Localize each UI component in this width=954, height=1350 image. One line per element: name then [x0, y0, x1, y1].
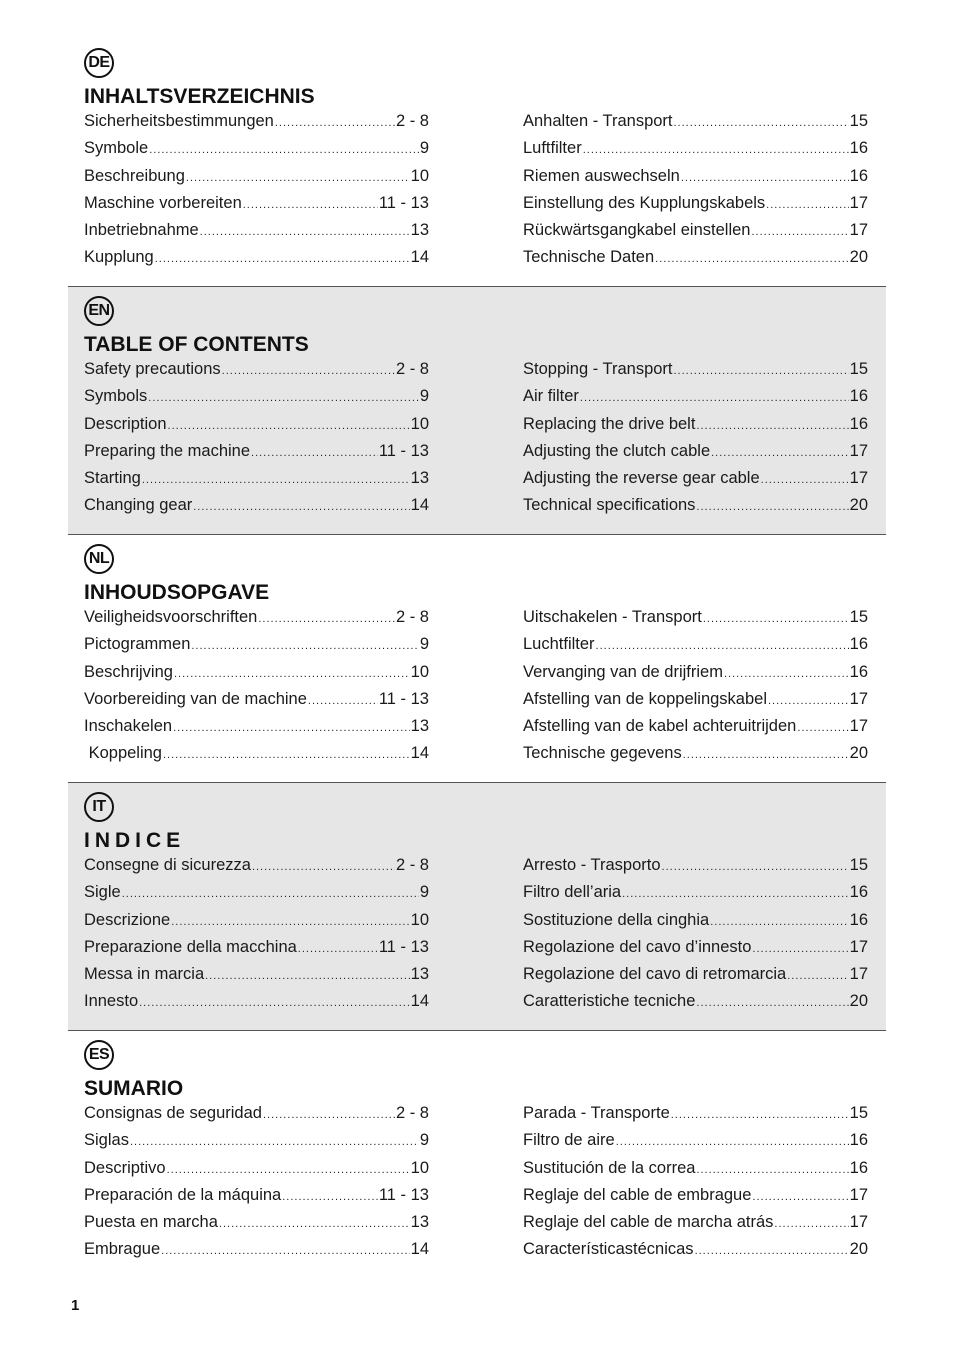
toc-column-left — [84, 360, 429, 524]
section-title-it: INDICE — [84, 829, 186, 852]
toc-entry-page: 13 — [410, 1213, 429, 1232]
dot-leader — [173, 722, 410, 734]
toc-entry — [84, 992, 429, 1019]
toc-entry-label: Preparing the machine — [84, 441, 251, 460]
toc-entry-page: 14 — [410, 744, 429, 763]
toc-entry-label: Changing gear — [84, 496, 193, 515]
toc-entry-label: Kupplung — [84, 248, 154, 267]
toc-entry-page: 11 - 13 — [378, 937, 429, 956]
toc-entry-label: Air filter — [523, 387, 579, 406]
toc-entry-page: 16 — [849, 883, 868, 902]
toc-entry-page: 10 — [410, 910, 429, 929]
toc-column-right — [523, 856, 868, 1020]
toc-entry — [84, 387, 429, 414]
toc-entry — [523, 360, 868, 387]
toc-entry-label: Puesta en marcha — [84, 1213, 218, 1232]
toc-entry-label: Voorbereiding van de machine — [84, 689, 307, 708]
toc-entry-label: Inbetriebnahme — [84, 221, 199, 240]
toc-entry — [84, 635, 429, 662]
toc-entry — [523, 744, 868, 771]
language-badge-de: DE — [84, 48, 114, 78]
toc-entry-label: Luchtfilter — [523, 635, 595, 654]
dot-leader — [695, 1245, 849, 1257]
section-title-en: TABLE OF CONTENTS — [84, 333, 309, 356]
toc-entry-page: 16 — [849, 662, 868, 681]
toc-entry — [84, 911, 429, 938]
toc-entry — [523, 1159, 868, 1186]
toc-entry-label: Replacing the drive belt — [523, 414, 696, 433]
toc-entry-label: Sustitución de la correa — [523, 1158, 696, 1177]
dot-leader — [797, 722, 848, 734]
dot-leader — [167, 1164, 410, 1176]
dot-leader — [696, 997, 848, 1009]
dot-leader — [191, 640, 418, 652]
toc-entry-page: 16 — [849, 635, 868, 654]
toc-entry-label: Inschakelen — [84, 717, 173, 736]
toc-entry-label: Innesto — [84, 992, 139, 1011]
toc-entry — [84, 1131, 429, 1158]
toc-entry-page: 16 — [849, 1158, 868, 1177]
toc-entry-label: Preparación de la máquina — [84, 1185, 282, 1204]
dot-leader — [275, 117, 395, 129]
toc-entry — [84, 663, 429, 690]
toc-entry-page: 14 — [410, 248, 429, 267]
dot-leader — [251, 447, 378, 459]
toc-entry-label: Safety precautions — [84, 360, 221, 378]
toc-entry-label: Vervanging van de drijfriem — [523, 662, 723, 681]
toc-entry-label: Luftfilter — [523, 139, 582, 158]
language-badge-es: ES — [84, 1040, 114, 1070]
dot-leader — [258, 613, 395, 625]
toc-entry-page: 2 - 8 — [395, 856, 429, 874]
toc-entry-page: 11 - 13 — [378, 193, 429, 212]
toc-entry — [84, 1213, 429, 1240]
dot-leader — [148, 392, 419, 404]
dot-leader — [674, 117, 849, 129]
toc-entry — [84, 194, 429, 221]
toc-entry — [84, 167, 429, 194]
toc-entry — [523, 139, 868, 166]
toc-entry-label: Symbols — [84, 387, 148, 406]
toc-entry — [523, 248, 868, 275]
toc-entry-page: 14 — [410, 992, 429, 1011]
toc-entry-label: Technical specifications — [523, 496, 696, 515]
toc-entry-page: 15 — [849, 856, 868, 874]
section-title-es: SUMARIO — [84, 1077, 184, 1100]
dot-leader — [263, 1109, 395, 1121]
toc-entry — [523, 1240, 868, 1267]
toc-entry-page: 10 — [410, 1158, 429, 1177]
toc-entry-page: 15 — [849, 1104, 868, 1122]
toc-entry-page: 9 — [419, 635, 429, 654]
toc-entry — [84, 608, 429, 635]
toc-entry-page: 13 — [410, 965, 429, 984]
dot-leader — [787, 970, 848, 982]
toc-entry-page: 9 — [419, 387, 429, 406]
dot-leader — [149, 144, 419, 156]
toc-entry — [84, 442, 429, 469]
toc-entry-page: 20 — [849, 496, 868, 515]
dot-leader — [761, 474, 849, 486]
toc-entry-label: Preparazione della macchina — [84, 937, 297, 956]
toc-entry — [523, 1131, 868, 1158]
dot-leader — [616, 1136, 849, 1148]
dot-leader — [662, 861, 849, 873]
toc-entry-label: Característicastécnicas — [523, 1240, 694, 1259]
toc-entry-page: 17 — [849, 937, 868, 956]
toc-entry-label: Beschreibung — [84, 166, 185, 185]
toc-entry — [523, 1186, 868, 1213]
toc-entry-label: Caratteristiche tecniche — [523, 992, 696, 1011]
toc-entry-label: Technische gegevens — [523, 744, 682, 763]
toc-entry-label: Arresto - Trasporto — [523, 856, 661, 874]
dot-leader — [155, 253, 410, 265]
toc-entry-page: 10 — [410, 662, 429, 681]
dot-leader — [696, 1164, 848, 1176]
toc-entry — [84, 965, 429, 992]
toc-entry — [523, 387, 868, 414]
dot-leader — [222, 365, 395, 377]
dot-leader — [671, 1109, 849, 1121]
toc-entry — [84, 1186, 429, 1213]
toc-entry-page: 17 — [849, 221, 868, 240]
toc-entry-page: 10 — [410, 414, 429, 433]
toc-entry-label: Description — [84, 414, 167, 433]
toc-entry — [84, 1104, 429, 1131]
toc-entry-label: Riemen auswechseln — [523, 166, 680, 185]
toc-entry — [84, 469, 429, 496]
toc-section-nl — [68, 534, 886, 782]
dot-leader — [139, 997, 410, 1009]
dot-leader — [751, 226, 848, 238]
toc-entry — [84, 221, 429, 248]
toc-entry — [523, 496, 868, 523]
toc-entry-page: 20 — [849, 992, 868, 1011]
toc-entry — [523, 992, 868, 1019]
toc-entry-page: 17 — [849, 717, 868, 736]
toc-entry — [523, 608, 868, 635]
dot-leader — [596, 640, 849, 652]
toc-entry — [523, 883, 868, 910]
dot-leader — [703, 613, 849, 625]
toc-entry-label: Siglas — [84, 1131, 129, 1150]
toc-entry — [523, 938, 868, 965]
toc-entry-label: Reglaje del cable de marcha atrás — [523, 1213, 774, 1232]
section-title-nl: INHOUDSOPGAVE — [84, 581, 270, 604]
toc-entry-label: Einstellung des Kupplungskabels — [523, 193, 766, 212]
toc-entry-label: Consegne di sicurezza — [84, 856, 251, 874]
toc-entry — [523, 469, 868, 496]
dot-leader — [122, 888, 419, 900]
dot-leader — [163, 749, 410, 761]
toc-entry — [523, 167, 868, 194]
toc-entry-page: 10 — [410, 166, 429, 185]
toc-entry — [523, 112, 868, 139]
toc-entry-label: Reglaje del cable de embrague — [523, 1185, 752, 1204]
toc-entry-label: Filtro dell’aria — [523, 883, 622, 902]
toc-entry-label: Messa in marcia — [84, 965, 205, 984]
toc-entry-label: Adjusting the reverse gear cable — [523, 469, 760, 488]
dot-leader — [243, 199, 378, 211]
toc-column-right — [523, 1104, 868, 1268]
toc-entry — [523, 663, 868, 690]
toc-entry-page: 20 — [849, 1240, 868, 1259]
toc-entry-label: Pictogrammen — [84, 635, 191, 654]
toc-column-left — [84, 608, 429, 772]
toc-column-left — [84, 856, 429, 1020]
toc-entry-page: 11 - 13 — [378, 1185, 429, 1204]
dot-leader — [308, 695, 378, 707]
toc-entry-page: 14 — [410, 496, 429, 515]
toc-entry — [84, 415, 429, 442]
toc-entry-label: Maschine vorbereiten — [84, 193, 242, 212]
dot-leader — [681, 172, 849, 184]
toc-entry — [84, 883, 429, 910]
toc-entry-page: 15 — [849, 112, 868, 130]
toc-entry — [523, 1213, 868, 1240]
dot-leader — [674, 365, 849, 377]
dot-leader — [200, 226, 410, 238]
dot-leader — [282, 1191, 378, 1203]
dot-leader — [711, 447, 849, 459]
toc-entry-label: Descriptivo — [84, 1158, 166, 1177]
dot-leader — [205, 970, 410, 982]
dot-leader — [710, 916, 848, 928]
toc-entry — [84, 139, 429, 166]
dot-leader — [174, 668, 410, 680]
toc-entry-page: 9 — [419, 139, 429, 158]
toc-entry-label: Rückwärtsgangkabel einstellen — [523, 221, 751, 240]
toc-entry-label: Parada - Transporte — [523, 1104, 670, 1122]
toc-entry-label: Regolazione del cavo di retromarcia — [523, 965, 787, 984]
language-badge-en: EN — [84, 296, 114, 326]
toc-entry-page: 2 - 8 — [395, 112, 429, 130]
toc-entry-page: 17 — [849, 965, 868, 984]
toc-entry-label: Afstelling van de kabel achteruitrijden — [523, 717, 797, 736]
dot-leader — [168, 420, 410, 432]
dot-leader — [252, 861, 395, 873]
dot-leader — [171, 916, 409, 928]
toc-entry-page: 13 — [410, 221, 429, 240]
dot-leader — [766, 199, 848, 211]
toc-entry-label: Uitschakelen - Transport — [523, 608, 702, 626]
dot-leader — [161, 1245, 410, 1257]
toc-entry — [523, 717, 868, 744]
toc-entry-label: Anhalten - Transport — [523, 112, 673, 130]
toc-entry-page: 16 — [849, 166, 868, 185]
toc-entry-page: 17 — [849, 441, 868, 460]
toc-entry-page: 20 — [849, 744, 868, 763]
toc-entry — [523, 221, 868, 248]
dot-leader — [583, 144, 849, 156]
toc-entry-page: 9 — [419, 1131, 429, 1150]
toc-entry-page: 11 - 13 — [378, 441, 429, 460]
toc-entry-label: Consignas de seguridad — [84, 1104, 262, 1122]
toc-entry-page: 17 — [849, 1213, 868, 1232]
toc-entry-label: Regolazione del cavo d’innesto — [523, 937, 752, 956]
toc-entry — [84, 717, 429, 744]
dot-leader — [193, 501, 409, 513]
toc-entry — [84, 938, 429, 965]
toc-entry-label: Technische Daten — [523, 248, 655, 267]
dot-leader — [142, 474, 410, 486]
dot-leader — [752, 1191, 848, 1203]
toc-entry-page: 13 — [410, 717, 429, 736]
toc-entry-label: Veiligheidsvoorschriften — [84, 608, 258, 626]
toc-entry-page: 17 — [849, 193, 868, 212]
toc-entry-page: 15 — [849, 608, 868, 626]
page-number: 1 — [71, 1297, 80, 1314]
toc-section-en — [68, 286, 886, 534]
dot-leader — [655, 253, 848, 265]
dot-leader — [580, 392, 849, 404]
dot-leader — [186, 172, 410, 184]
toc-entry — [523, 415, 868, 442]
dot-leader — [298, 943, 378, 955]
toc-entry-page: 16 — [849, 910, 868, 929]
dot-leader — [696, 420, 848, 432]
toc-column-left — [84, 112, 429, 276]
toc-entry-label: Symbole — [84, 139, 149, 158]
toc-entry-label: Starting — [84, 469, 141, 488]
toc-entry-label: Sicherheitsbestimmungen — [84, 112, 274, 130]
toc-entry-page: 2 - 8 — [395, 1104, 429, 1122]
dot-leader — [724, 668, 849, 680]
toc-entry — [523, 194, 868, 221]
toc-entry-page: 20 — [849, 248, 868, 267]
toc-entry — [84, 1240, 429, 1267]
toc-entry — [523, 856, 868, 883]
toc-entry-page: 15 — [849, 360, 868, 378]
toc-column-right — [523, 112, 868, 276]
toc-entry-page: 11 - 13 — [378, 689, 429, 708]
toc-entry — [523, 911, 868, 938]
toc-entry-page: 17 — [849, 469, 868, 488]
toc-entry — [84, 690, 429, 717]
dot-leader — [752, 943, 848, 955]
language-badge-nl: NL — [84, 544, 114, 574]
dot-leader — [774, 1218, 848, 1230]
toc-entry-label: Sigle — [84, 883, 121, 902]
toc-entry-label: Embrague — [84, 1240, 161, 1259]
toc-entry-page: 2 - 8 — [395, 608, 429, 626]
toc-entry — [84, 248, 429, 275]
toc-entry — [84, 496, 429, 523]
toc-entry — [523, 965, 868, 992]
toc-entry-label: Stopping - Transport — [523, 360, 673, 378]
toc-entry-label: Adjusting the clutch cable — [523, 441, 711, 460]
toc-entry — [84, 1159, 429, 1186]
toc-entry-page: 16 — [849, 414, 868, 433]
toc-entry — [84, 744, 429, 771]
toc-entry-page: 9 — [419, 883, 429, 902]
language-badge-it: IT — [84, 792, 114, 822]
toc-entry-page: 14 — [410, 1240, 429, 1259]
toc-column-right — [523, 608, 868, 772]
toc-entry-page: 16 — [849, 139, 868, 158]
toc-entry-label: Filtro de aire — [523, 1131, 615, 1150]
dot-leader — [768, 695, 849, 707]
toc-section-es — [68, 1030, 886, 1278]
toc-column-left — [84, 1104, 429, 1268]
toc-entry — [84, 856, 429, 883]
toc-section-de — [68, 40, 886, 286]
toc-entry — [523, 442, 868, 469]
dot-leader — [696, 501, 848, 513]
toc-section-it — [68, 782, 886, 1030]
toc-entry — [523, 690, 868, 717]
toc-entry-page: 13 — [410, 469, 429, 488]
dot-leader — [683, 749, 849, 761]
dot-leader — [622, 888, 849, 900]
toc-entry-label: Descrizione — [84, 910, 171, 929]
toc-entry-page: 16 — [849, 387, 868, 406]
toc-entry-page: 16 — [849, 1131, 868, 1150]
toc-entry-label: Koppeling — [84, 744, 162, 763]
toc-entry — [84, 112, 429, 139]
toc-column-right — [523, 360, 868, 524]
toc-entry — [523, 635, 868, 662]
toc-entry-page: 2 - 8 — [395, 360, 429, 378]
toc-entry-label: Beschrijving — [84, 662, 173, 681]
section-title-de: INHALTSVERZEICHNIS — [84, 85, 315, 108]
toc-entry — [523, 1104, 868, 1131]
toc-entry — [84, 360, 429, 387]
dot-leader — [219, 1218, 410, 1230]
toc-entry-label: Sostituzione della cinghia — [523, 910, 710, 929]
toc-entry-page: 17 — [849, 689, 868, 708]
dot-leader — [130, 1136, 419, 1148]
toc-entry-label: Afstelling van de koppelingskabel — [523, 689, 767, 708]
toc-entry-page: 17 — [849, 1185, 868, 1204]
